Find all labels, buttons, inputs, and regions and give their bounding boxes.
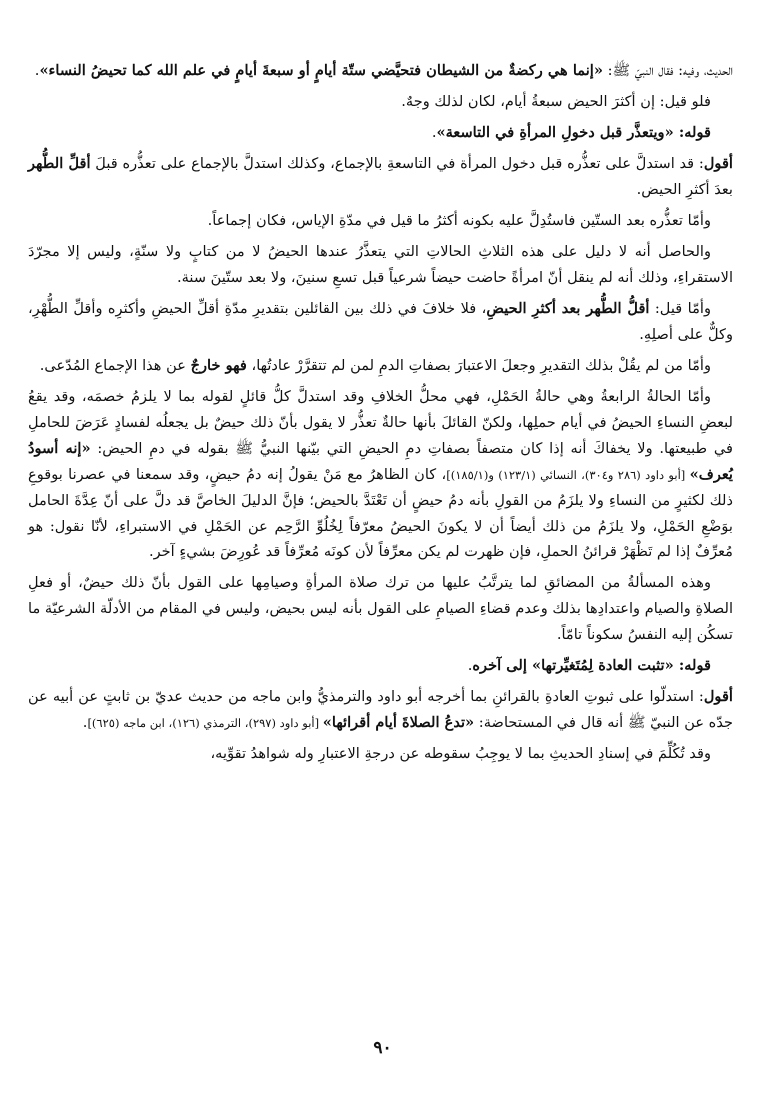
paragraph-pregnancy — [28, 384, 733, 566]
paragraph-min-purity — [28, 296, 733, 348]
aqulu-label: أقول — [703, 688, 733, 706]
paragraph-aqulu-qaraain — [28, 684, 733, 736]
hadith-quote: «إنما هي ركضةٌ من الشيطان فتحيَّضي ستّة أيامٍ أو سبعةَ أيامٍ في علم الله كما تحيضُ النساء» — [39, 62, 603, 79]
matn-quote: «ويتعذَّر قبل دخولِ المرأةِ في التاسعة» — [436, 123, 674, 141]
qawluhu-label: قوله: — [673, 123, 711, 141]
paragraph-seven-days: فلو قيل: إن أكثرَ الحيض سبعةُ أيام، لكان لذلك وجهٌ. — [401, 92, 711, 110]
text: وأمّا قيل: — [649, 299, 711, 317]
bold-term: فهو خارجٌ — [190, 356, 247, 374]
paragraph-blood-traits — [28, 353, 733, 379]
paragraph-after-sixty: وأمّا تعذُّره بعد الستّين فاستُدِلَّ عليه بكونه أكثرُ ما قيل في مدّةِ الإياس، فكان إجماعاً. — [207, 211, 711, 229]
text: وأمّا الحالةُ الرابعةُ وهي حالةُ الحَمْلِ، فهي محلُّ الخلافِ وقد استدلَّ كلُّ قائلٍ لقوله بما لا يلزمُ خصمَه، وقد يقعُ لبعضِ النساءِ الحيضُ في أيام حملِها، ولكنّ القائلَ بأنها حالةٌ تعذُّر لا يقول بأنّ ذلك حيضٌ بل يجعلُه لفسادٍ عَرَضَ للحاملِ في طبيعتها. ولا يخفاكَ أنه إذا كان متصفاً بصفاتِ دمِ الحيضِ التي بيّنها النبيُّ ﷺ بقوله في دمِ الحيض: — [28, 387, 733, 457]
text: ، كان الظاهرُ مع مَنْ يقولُ إنه دمُ حيضٍ، وقد سمعنا في عصرنا بوقوعِ ذلك لكثيرٍ من النساءِ ولا يلزَمُ من القولِ بأنه دمُ حيضٍ أن تَعْتَدَّ بالحيض؛ فإنَّ الدليلَ الخاصَّ قد دلَّ على أنّ عِدَّةَ الحامل بوَضْعِ الحَمْلِ، ولا يلزَمُ من ذلك أيضاً أن لا يكونَ الحيضُ معرّفاً لِخُلُوِّ الرَّحِم عن الحَمْلِ في الاستبراءِ، لأنّا نقول: هو مُعرِّفٌ إذا لم تَظْهَرْ قرائنُ الحملِ، فإن ظهرت لم يكن معرِّفاً لأن كونَه مُعرِّفاً قد عُورِضَ بشيءٍ آخر. — [28, 465, 733, 561]
matn-quote: «تثبت العادة لِمُتَغيِّرتها» إلى آخره — [472, 657, 674, 675]
text: . — [34, 62, 40, 79]
paragraph-qawluhu-ninth — [28, 120, 733, 146]
text: : قد استدلَّ على تعذُّره قبل دخول المرأة في التاسعةِ بالإجماع، وكذلك استدلَّ بالإجماع على تعذُّره قبلَ — [90, 154, 704, 172]
paragraph-isnad: وقد تُكُلِّمَ في إسنادِ الحديثِ بما لا يوجِبُ سقوطه عن درجةِ الاعتبارِ وله شواهدُ تقوِّيه، — [210, 745, 711, 763]
hadith-quote: «تدعُ الصلاةَ أيام أقرائها» — [322, 714, 475, 732]
citation: [أبو داود (٢٨٦ و٣٠٤)، النسائي (١٢٣/١) و(١٨٥/١)] — [446, 467, 690, 482]
text: عن هذا الإجماع المُدّعى. — [39, 356, 191, 374]
text: . — [467, 657, 473, 675]
bold-term: أقلِّ الطُّهر — [28, 154, 91, 172]
text: ، فلا خلافَ في ذلك بين القائلين بتقديرِ مدّةِ أقلِّ الحيضِ وأكثرِه وأقلِّ الطُّهْرِ، وكلٌّ على أصلِهِ. — [28, 299, 733, 343]
paragraph-qawluhu-habit — [28, 653, 733, 679]
qawluhu-label: قوله: — [673, 657, 711, 675]
page-number: ٩٠ — [373, 1038, 392, 1058]
citation: [أبو داود (٢٩٧)، الترمذي (١٢٦)، ابن ماجه (٦٢٥)] — [87, 716, 323, 731]
text: . — [431, 123, 437, 141]
paragraph-difficult-issue: وهذه المسألةُ من المضائقِ لما يترتَّبُ عليها من ترك صلاة المرأةِ وصيامِها على القول بأنّ ذلك حيضٌ، أو فعلِ الصلاةِ والصيام واعتدادِها بذلك وعدم قضاءِ الصيامِ على القول بأنه ليس بحيض، وليس في المقام من الأدلّة الشرعيّة ما تسكُن إليه النفسُ سكوناً تامّاً. — [28, 574, 733, 644]
page-body — [28, 58, 733, 772]
paragraph-aqulu-ijma — [28, 151, 733, 203]
aqulu-label: أقول — [703, 154, 733, 172]
text: وأمّا من لم يقُلْ بذلك التقديرِ وجعلَ الاعتبارَ بصفاتِ الدمِ لمن لم تتقرَّرْ عادتُها، — [246, 356, 711, 374]
paragraph-conclusion: والحاصل أنه لا دليل على هذه الثلاثِ الحالاتِ التي يتعذَّرُ عندها الحيضُ لا من كتابٍ ولا سنّةٍ، وليس إلا مجرّدَ الاستقراءِ، وذلك أنه لم ينقل أنّ امرأةً حاضت حيضاً شرعياً قبل تسعِ سنينَ، ولا بعد ستّينَ سنة. — [28, 242, 733, 286]
text: بعدَ أكثرِ الحيض. — [636, 180, 733, 198]
text: : استدلّوا على ثبوتِ العادةِ بالقرائنِ بما أخرجه أبو داود والترمذيُّ وابن ماجه من حديث عديّ بن ثابتٍ عن أبيه عن جدّه عن النبيّ ﷺ أنه قال في المستحاضة: — [28, 688, 733, 732]
hadith-quote: «إنه أسودُ يُعرف» — [28, 439, 733, 483]
paragraph-hadith-intro — [28, 58, 733, 84]
text: . — [82, 714, 88, 732]
text: الحديث، وفيه: فقال النبيّ ﷺ: — [602, 62, 733, 79]
bold-term: أقلُّ الطُّهر بعد أكثرِ الحيضِ — [486, 299, 650, 317]
